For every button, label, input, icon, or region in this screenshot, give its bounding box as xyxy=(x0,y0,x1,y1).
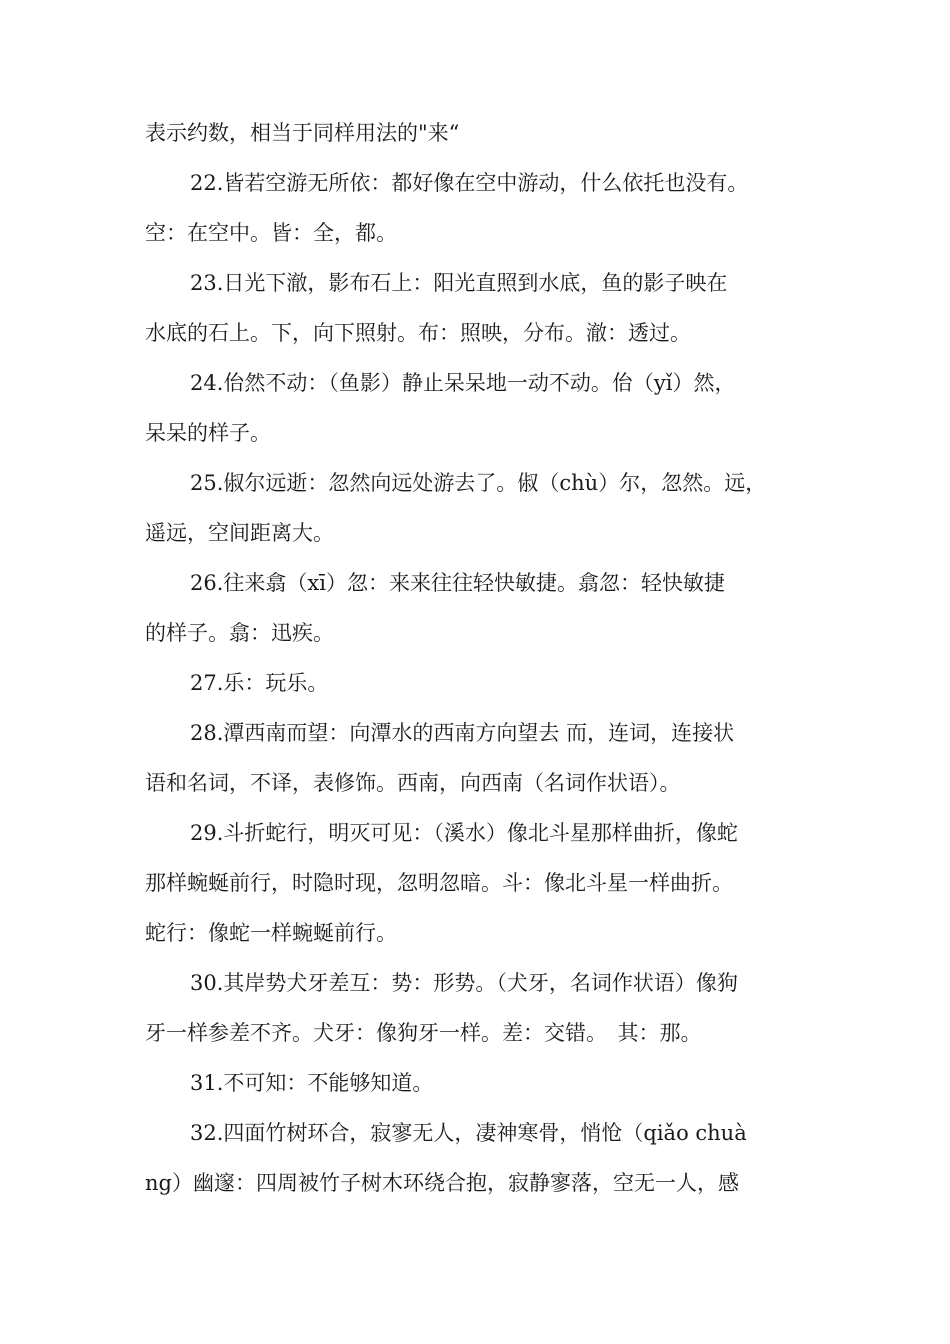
text-line: 的样子。翕：迅疾。 xyxy=(145,621,334,645)
text-line: 表示约数，相当于同样用法的"来“ xyxy=(145,121,460,145)
text-line: 24.佁然不动：（鱼影）静止呆呆地一动不动。佁（yǐ）然， xyxy=(190,371,736,395)
text-line: 蛇行：像蛇一样蜿蜒前行。 xyxy=(145,921,397,945)
text-line: 那样蜿蜒前行，时隐时现，忽明忽暗。斗：像北斗星一样曲折。 xyxy=(145,871,733,895)
text-line: 23.日光下澈，影布石上：阳光直照到水底，鱼的影子映在 xyxy=(190,271,728,295)
text-line: 牙一样参差不齐。犬牙：像狗牙一样。差：交错。 其：那。 xyxy=(145,1021,702,1045)
text-line: 呆呆的样子。 xyxy=(145,421,271,445)
text-line: 空：在空中。皆：全，都。 xyxy=(145,221,397,245)
text-line: 29.斗折蛇行，明灭可见：（溪水）像北斗星那样曲折，像蛇 xyxy=(190,821,738,845)
text-line: 遥远，空间距离大。 xyxy=(145,521,334,545)
text-line: 水底的石上。下，向下照射。布：照映，分布。澈：透过。 xyxy=(145,321,691,345)
text-line: ng）幽邃：四周被竹子树木环绕合抱，寂静寥落，空无一人，感 xyxy=(145,1171,739,1195)
text-line: 30.其岸势犬牙差互：势：形势。（犬牙，名词作状语）像狗 xyxy=(190,971,738,995)
text-line: 26.往来翕（xī）忽：来来往往轻快敏捷。翕忽：轻快敏捷 xyxy=(190,571,725,595)
text-line: 31.不可知：不能够知道。 xyxy=(190,1071,434,1095)
text-line: 27.乐：玩乐。 xyxy=(190,671,329,695)
text-line: 28.潭西南而望：向潭水的西南方向望去 而，连词，连接状 xyxy=(190,721,735,745)
text-line: 22.皆若空游无所依：都好像在空中游动，什么依托也没有。 xyxy=(190,171,749,195)
text-line: 32.四面竹树环合，寂寥无人，凄神寒骨，悄怆（qiǎo chuà xyxy=(190,1121,747,1145)
text-line: 25.俶尔远逝：忽然向远处游去了。俶（chù）尔，忽然。远， xyxy=(190,471,767,495)
text-line: 语和名词，不译，表修饰。西南，向西南（名词作状语）。 xyxy=(145,771,681,795)
